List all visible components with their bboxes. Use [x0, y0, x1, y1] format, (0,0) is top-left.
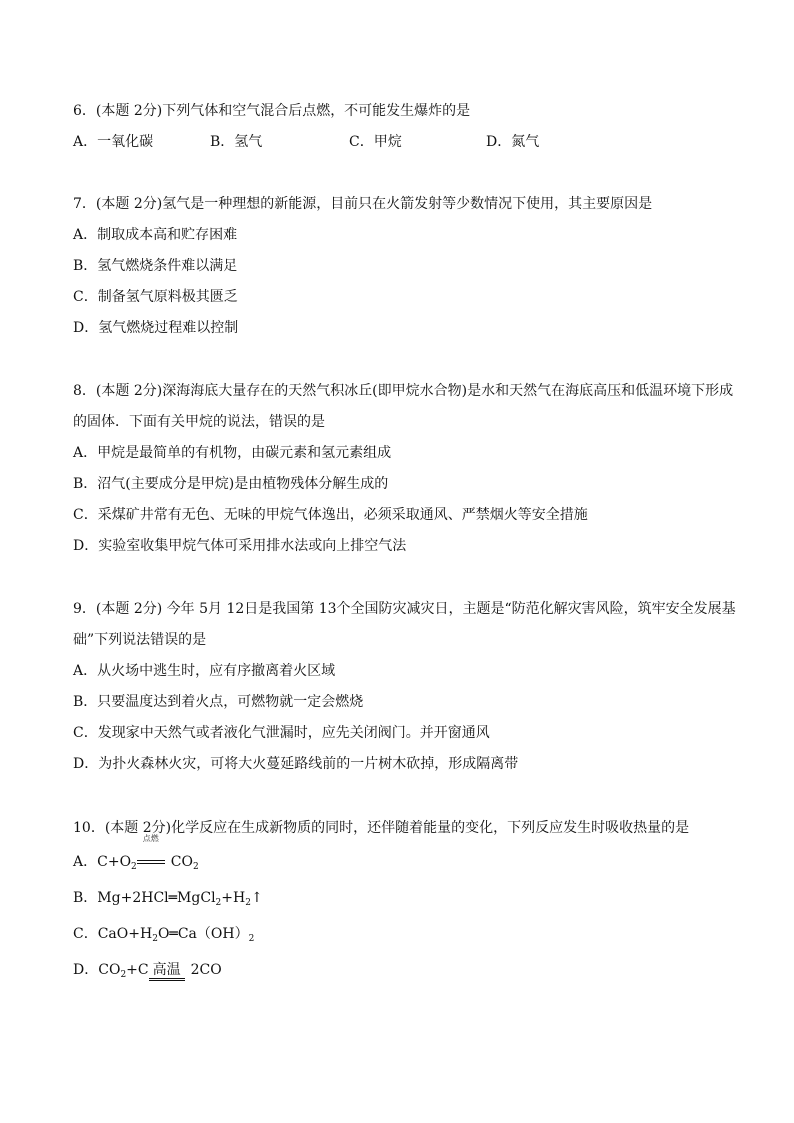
question-9: [73, 594, 736, 780]
question-10-option-b[interactable]: B．$Mg+2HCl═MgCl_2+H_2↑$: [73, 890, 263, 908]
question-10-option-d[interactable]: D．$CO_2+C$ 高温 2CO: [73, 952, 723, 988]
question-6-options: [73, 127, 723, 158]
question-6-stem: 6．(本题 2分)下列气体和空气混合后点燃，不可能发生爆炸的是: [73, 103, 471, 119]
reaction-condition-high-temp: 高温: [149, 952, 185, 988]
question-6-option-d[interactable]: D．氮气: [486, 134, 540, 150]
question-8-option-b[interactable]: B．沼气(主要成分是甲烷)是由植物残体分解生成的: [73, 476, 389, 492]
question-9-option-b[interactable]: B．只要温度达到着火点，可燃物就一定会燃烧: [73, 694, 364, 710]
question-6-option-c[interactable]: C．甲烷: [349, 134, 402, 150]
question-10-option-c[interactable]: C．$CaO+H_2O═Ca(OH)_2$: [73, 926, 255, 944]
question-10: [73, 813, 723, 988]
question-7-option-b[interactable]: B．氢气燃烧条件难以满足: [73, 258, 238, 274]
question-7-stem: 7．(本题 2分)氢气是一种理想的新能源，目前只在火箭发射等少数情况下使用，其主要原因是: [73, 196, 653, 212]
question-6-option-a[interactable]: A．一氧化碳: [73, 134, 154, 150]
question-8-option-c[interactable]: C．采煤矿井常有无色、无味的甲烷气体逸出，必须采取通风、严禁烟火等安全措施: [73, 507, 588, 523]
question-10-stem: 10．(本题 2分)化学反应在生成新物质的同时，还伴随着能量的变化，下列反应发生时吸收热量的是: [73, 820, 690, 836]
question-10-option-a[interactable]: A．$C+O_2$ 点燃 $CO_2$: [73, 844, 723, 880]
question-8-option-d[interactable]: D．实验室收集甲烷气体可采用排水法或向上排空气法: [73, 538, 407, 554]
question-9-stem-line2: 础”下列说法错误的是: [73, 632, 207, 648]
question-9-stem-line1: 9．(本题 2分) 今年 5月 12日是我国第 13个全国防灾减灾日，主题是“防范化解灾害风险，筑牢安全发展基: [73, 601, 736, 617]
question-7-option-a[interactable]: A．制取成本高和贮存困难: [73, 227, 238, 243]
question-9-option-d[interactable]: D．为扑火森林火灾，可将大火蔓延路线前的一片树木砍掉，形成隔离带: [73, 756, 519, 772]
question-8-stem-line2: 的固体．下面有关甲烷的说法，错误的是: [73, 414, 325, 430]
question-8-stem-line1: 8．(本题 2分)深海海底大量存在的天然气积冰丘(即甲烷水合物)是水和天然气在海底高压和低温环境下形成: [73, 383, 734, 399]
question-9-option-a[interactable]: A．从火场中逃生时，应有序撤离着火区域: [73, 663, 336, 679]
question-9-option-c[interactable]: C．发现家中天然气或者液化气泄漏时，应先关闭阀门。并开窗通风: [73, 725, 490, 741]
question-6: [73, 96, 723, 158]
question-7-option-d[interactable]: D．氢气燃烧过程难以控制: [73, 320, 239, 336]
question-7-option-c[interactable]: C．制备氢气原料极其匮乏: [73, 289, 238, 305]
question-8-option-a[interactable]: A．甲烷是最简单的有机物，由碳元素和氢元素组成: [73, 445, 392, 461]
question-7: [73, 189, 723, 344]
question-8: [73, 376, 734, 562]
reaction-condition-ignite: 点燃: [137, 844, 165, 880]
question-6-option-b[interactable]: B．氢气: [210, 134, 263, 150]
